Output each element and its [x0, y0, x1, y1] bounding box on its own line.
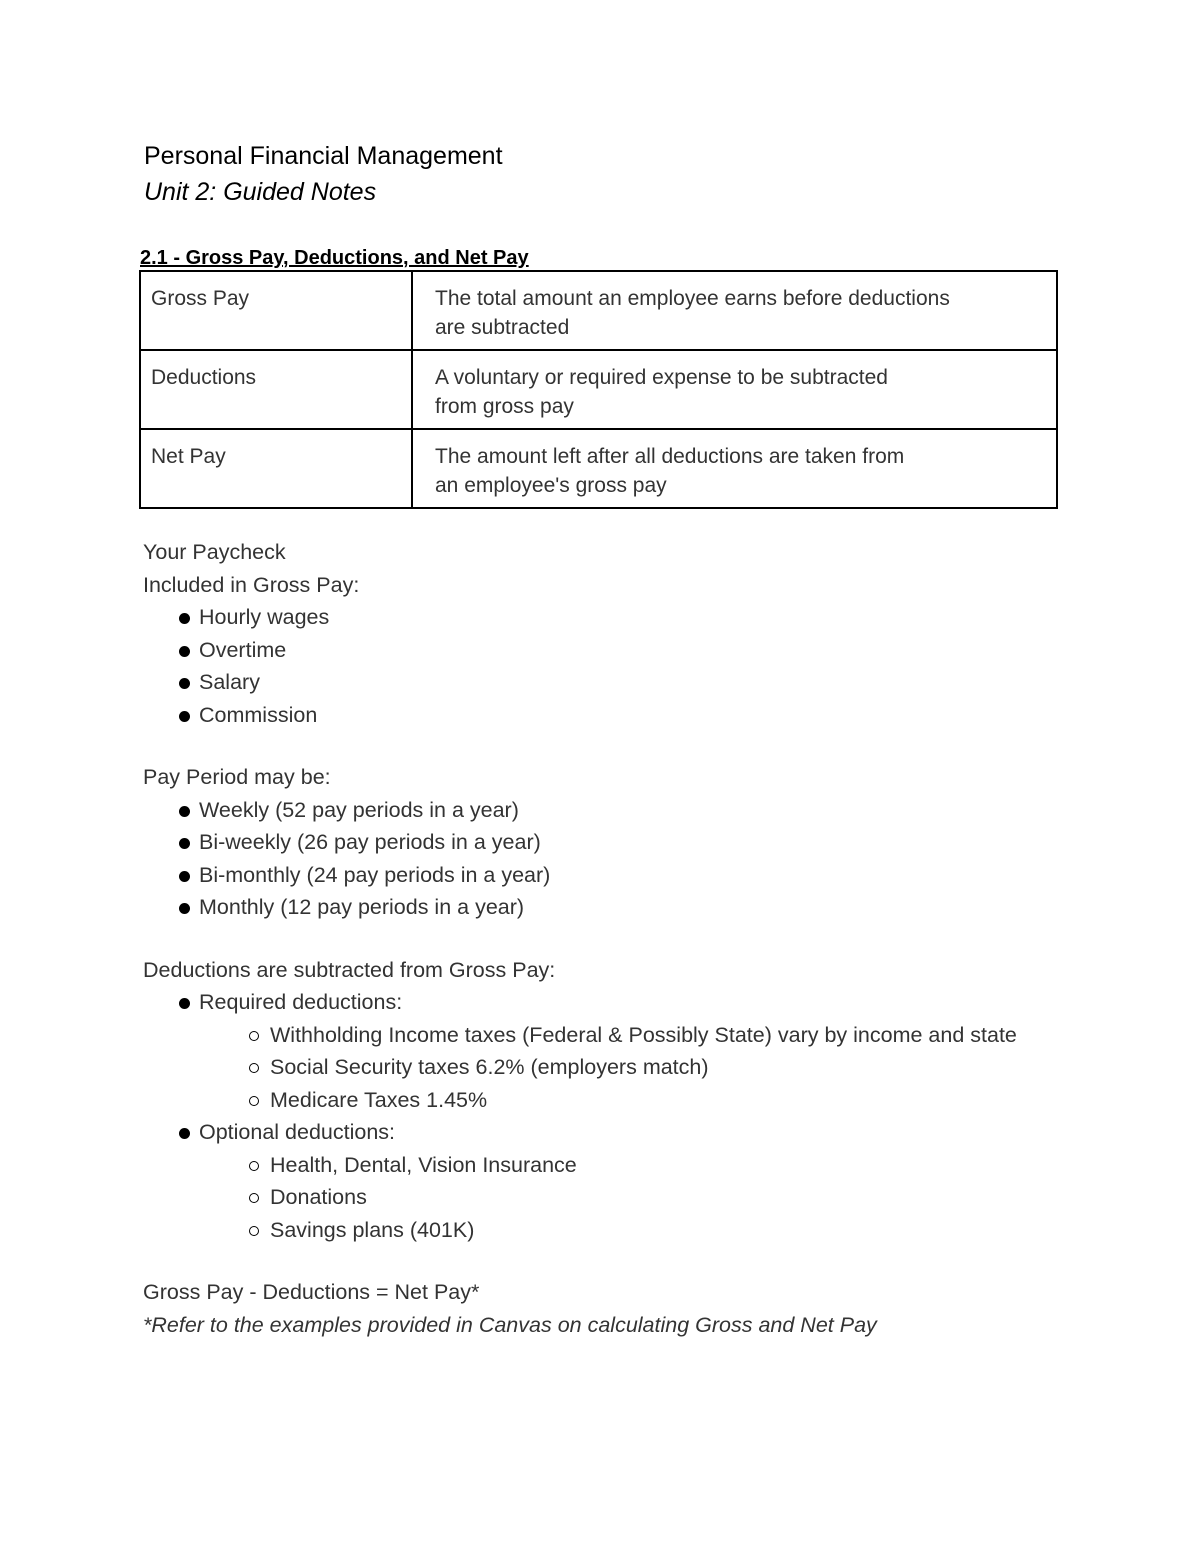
list-item: Bi-monthly (24 pay periods in a year)	[179, 859, 1063, 892]
optional-label: Optional deductions:	[199, 1120, 396, 1144]
definition-cell	[412, 350, 1057, 429]
required-label: Required deductions:	[199, 990, 403, 1014]
term-cell: Gross Pay	[140, 271, 412, 350]
list-item: Monthly (12 pay periods in a year)	[179, 891, 1063, 924]
definition-cell	[412, 429, 1057, 508]
definition-line: from gross pay	[435, 394, 574, 418]
list-item: Hourly wages	[179, 601, 1063, 634]
list-item: Withholding Income taxes (Federal & Possibly State) vary by income and state	[249, 1019, 1063, 1052]
definitions-table	[139, 270, 1058, 509]
section-heading: 2.1 - Gross Pay, Deductions, and Net Pay	[140, 247, 529, 269]
definition-line: The total amount an employee earns before deductions	[435, 287, 950, 310]
definition-line: A voluntary or required expense to be subtracted	[435, 366, 888, 389]
definition-cell	[412, 271, 1057, 350]
included-list	[143, 601, 1063, 731]
list-item: Savings plans (401K)	[249, 1214, 1063, 1247]
notes-body	[143, 536, 1063, 1341]
deductions-label: Deductions are subtracted from Gross Pay:	[143, 957, 556, 982]
list-item	[179, 1116, 1063, 1246]
deductions-list	[143, 986, 1063, 1246]
required-list	[199, 1019, 1063, 1117]
paycheck-heading: Your Paycheck	[143, 540, 286, 564]
table-row	[140, 350, 1057, 429]
list-item: Medicare Taxes 1.45%	[249, 1084, 1063, 1117]
term-cell: Deductions	[140, 350, 412, 429]
list-item: Commission	[179, 699, 1063, 732]
table-row	[140, 271, 1057, 350]
list-item: Health, Dental, Vision Insurance	[249, 1149, 1063, 1182]
table-row	[140, 429, 1057, 508]
list-item: Salary	[179, 666, 1063, 699]
list-item: Donations	[249, 1181, 1063, 1214]
list-item: Overtime	[179, 634, 1063, 667]
definition-line: The amount left after all deductions are taken from	[435, 445, 905, 468]
list-item: Bi-weekly (26 pay periods in a year)	[179, 826, 1063, 859]
pay-period-list	[143, 794, 1063, 924]
footnote: *Refer to the examples provided in Canvas on calculating Gross and Net Pay	[143, 1312, 877, 1337]
formula: Gross Pay - Deductions = Net Pay*	[143, 1280, 480, 1304]
pay-period-label: Pay Period may be:	[143, 765, 331, 789]
list-item: Social Security taxes 6.2% (employers match)	[249, 1051, 1063, 1084]
document-title: Personal Financial Management	[144, 142, 503, 170]
term-cell: Net Pay	[140, 429, 412, 508]
list-item: Weekly (52 pay periods in a year)	[179, 794, 1063, 827]
definition-line: are subtracted	[435, 315, 570, 339]
optional-list	[199, 1149, 1063, 1247]
included-label: Included in Gross Pay:	[143, 572, 360, 597]
list-item	[179, 986, 1063, 1116]
definition-line: an employee's gross pay	[435, 473, 667, 497]
document-subtitle: Unit 2: Guided Notes	[144, 178, 377, 206]
